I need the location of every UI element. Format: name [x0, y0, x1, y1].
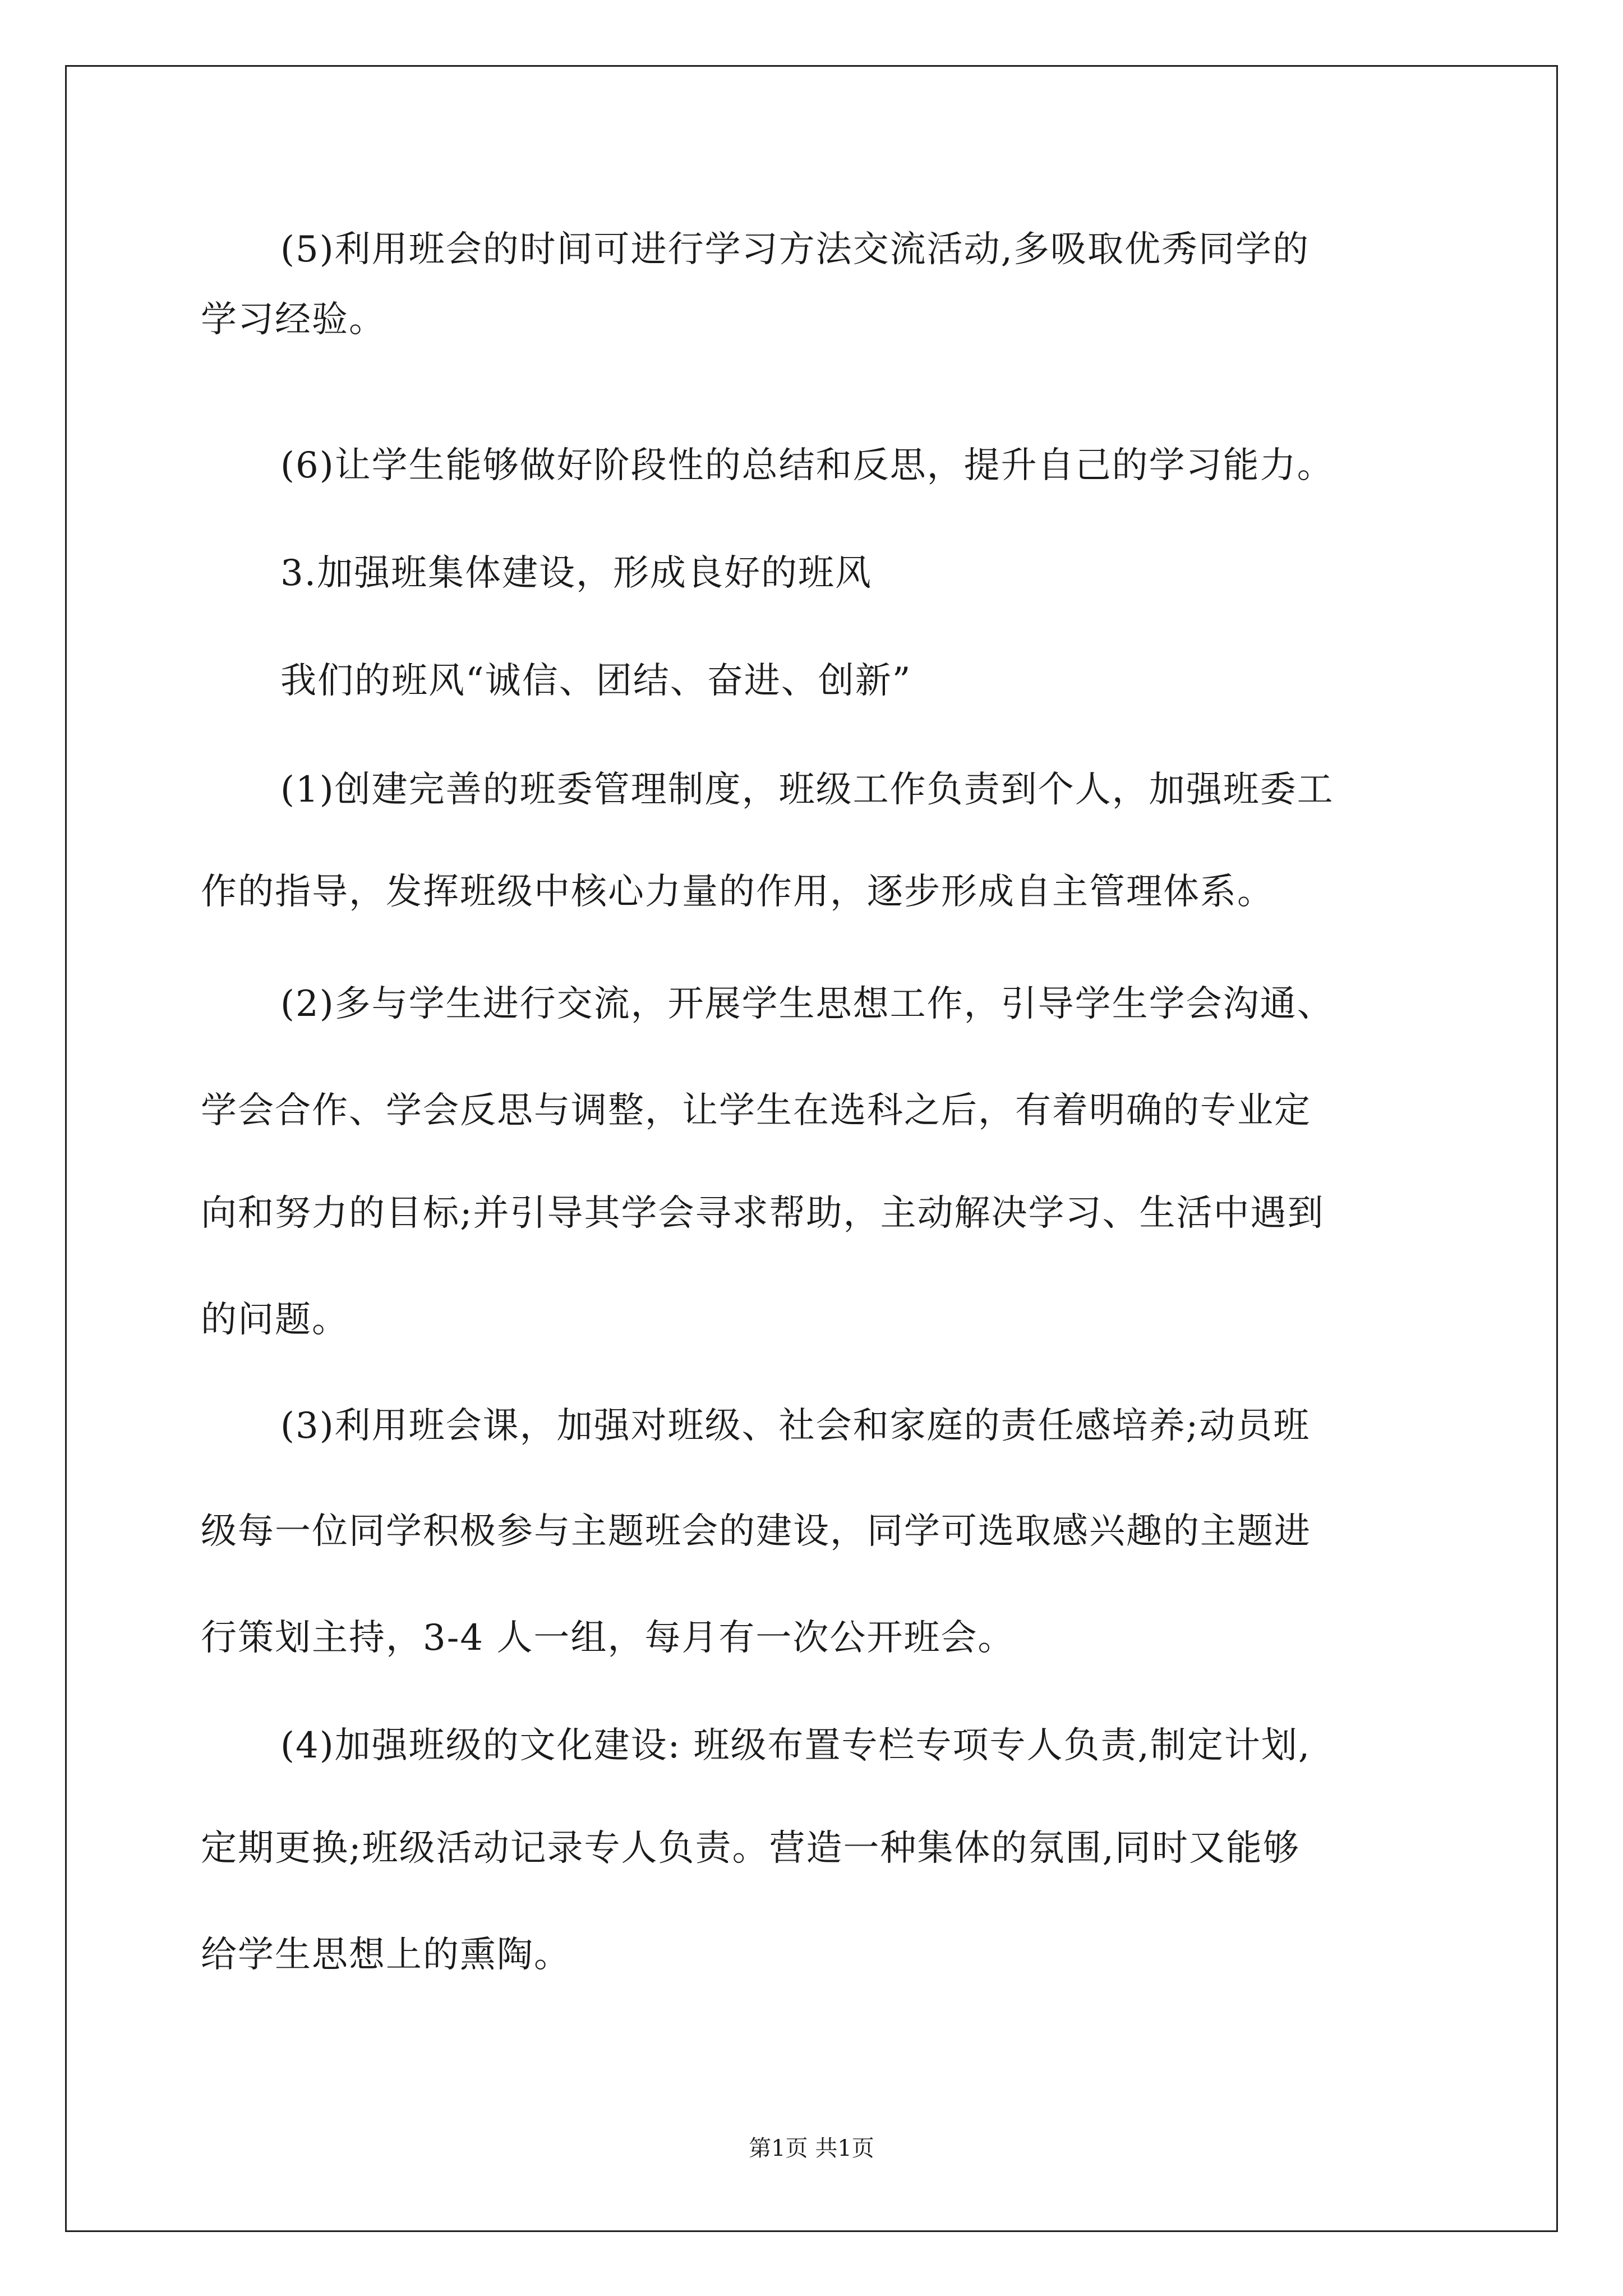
page-number-footer: 第1页 共1页	[749, 2136, 874, 2161]
paragraph-line: 行策划主持，3-4 人一组，每月有一次公开班会。	[201, 1617, 1015, 1659]
paragraph-line: 学会合作、学会反思与调整，让学生在选科之后，有着明确的专业定	[201, 1090, 1311, 1131]
paragraph-line: 的问题。	[201, 1299, 349, 1341]
paragraph-line: (1)创建完善的班委管理制度，班级工作负责到个人，加强班委工	[280, 769, 1334, 811]
paragraph-line: 我们的班风“诚信、团结、奋进、创新”	[280, 660, 912, 702]
paragraph-line: 级每一位同学积极参与主题班会的建设，同学可选取感兴趣的主题进	[201, 1511, 1311, 1552]
paragraph-line: 向和努力的目标;并引导其学会寻求帮助，主动解决学习、生活中遇到	[201, 1193, 1325, 1234]
paragraph-line: (6)让学生能够做好阶段性的总结和反思，提升自己的学习能力。	[280, 445, 1334, 486]
section-heading: 3.加强班集体建设，形成良好的班风	[280, 553, 873, 594]
paragraph-line: 作的指导，发挥班级中核心力量的作用，逐步形成自主管理体系。	[201, 871, 1274, 913]
paragraph-line: (2)多与学生进行交流，开展学生思想工作，引导学生学会沟通、	[280, 983, 1334, 1025]
paragraph-line: (3)利用班会课，加强对班级、社会和家庭的责任感培养;动员班	[280, 1405, 1311, 1447]
paragraph-line: 学习经验。	[201, 299, 386, 341]
paragraph-line: 给学生思想上的熏陶。	[201, 1934, 571, 1976]
paragraph-line: (5)利用班会的时间可进行学习方法交流活动,多吸取优秀同学的	[280, 229, 1310, 270]
paragraph-line: 定期更换;班级活动记录专人负责。营造一种集体的氛围,同时又能够	[201, 1828, 1300, 1869]
page-border	[65, 65, 1558, 2232]
paragraph-line: (4)加强班级的文化建设: 班级布置专栏专项专人负责,制定计划,	[280, 1725, 1311, 1766]
